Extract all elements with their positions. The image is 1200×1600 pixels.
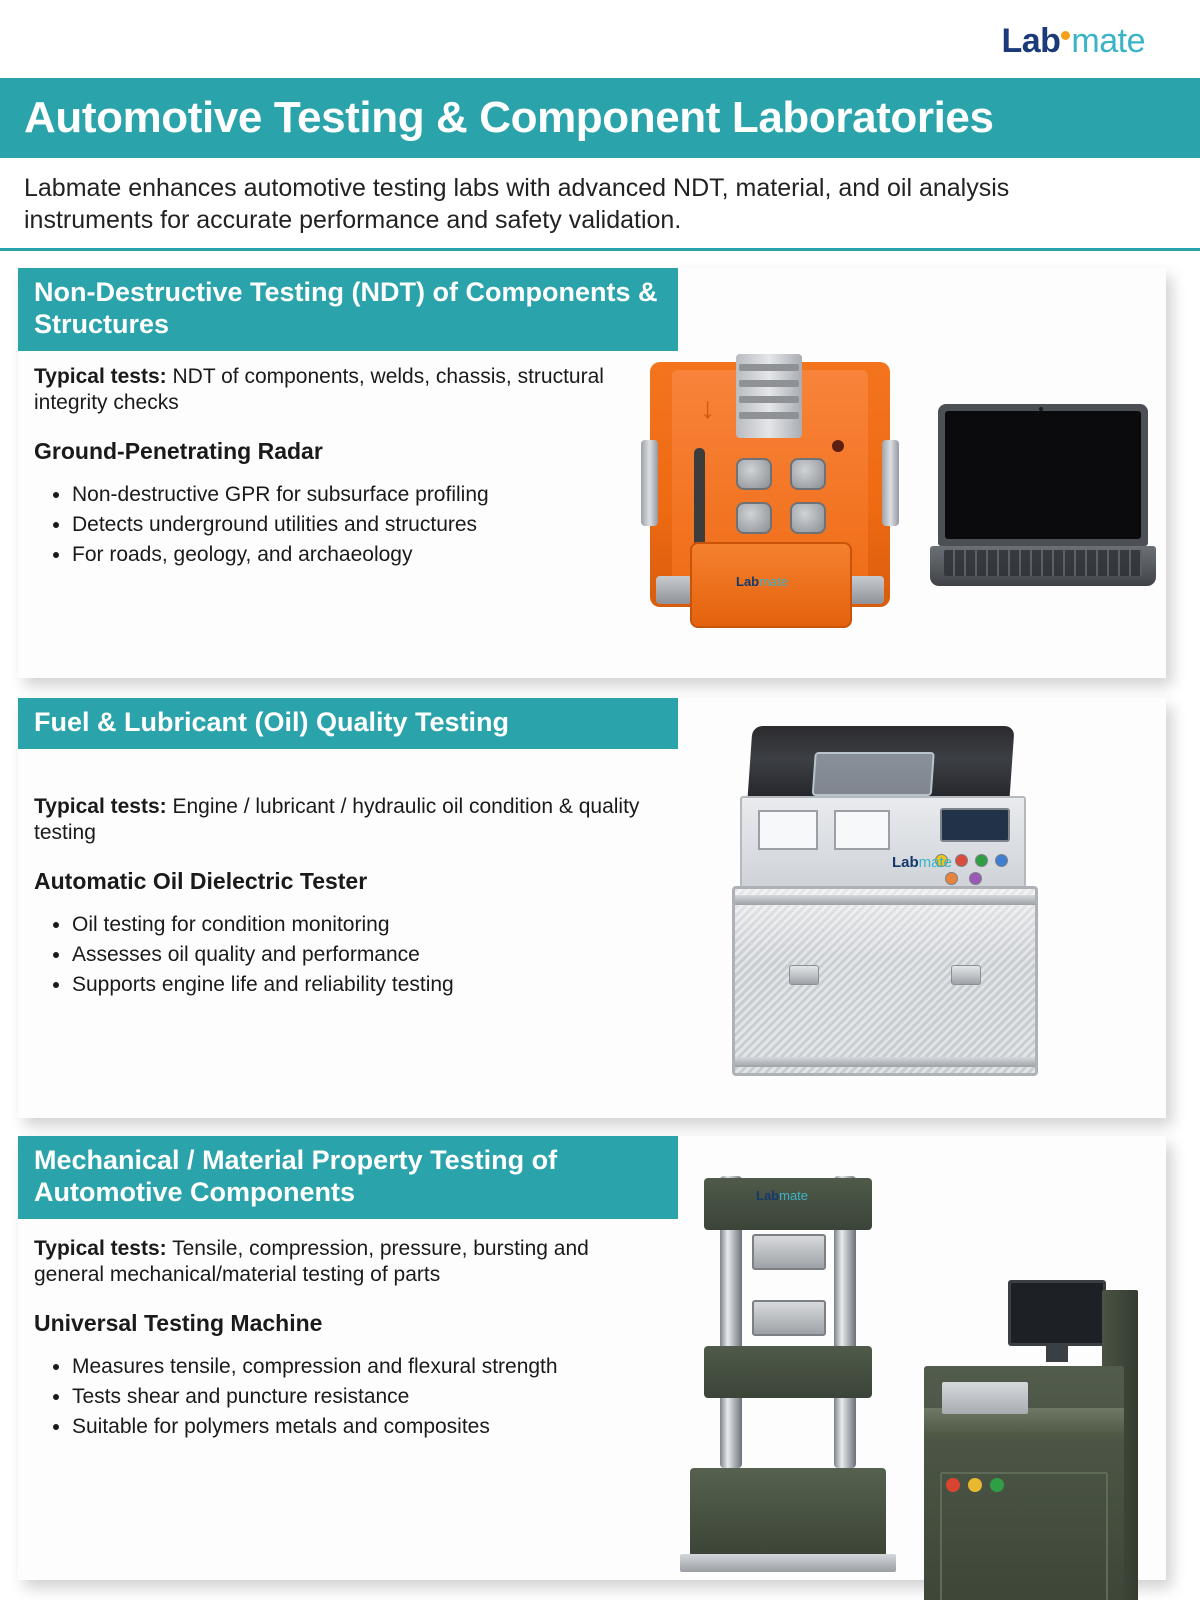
feature-list-oil xyxy=(34,911,654,999)
feature-list-ndt xyxy=(34,481,654,569)
section-body-ndt xyxy=(34,364,654,571)
section-body-mechanical xyxy=(34,1236,654,1443)
gpr-arrow-icon: ↓ xyxy=(700,392,715,425)
typical-tests-label: Typical tests: xyxy=(34,1237,167,1260)
typical-tests-text: NDT of components, welds, chassis, structural integrity checks xyxy=(34,365,604,415)
oil-tester-button-blue[interactable] xyxy=(995,854,1008,867)
typical-tests-oil xyxy=(34,794,654,846)
console-led-green[interactable] xyxy=(990,1478,1004,1492)
image-control-console xyxy=(924,1296,1154,1576)
gpr-indicator-led xyxy=(832,440,844,452)
typical-tests-text: Engine / lubricant / hydraulic oil condition & quality testing xyxy=(34,795,640,845)
oil-tester-lid xyxy=(747,726,1014,800)
list-item: • Supports engine life and reliability testing xyxy=(72,971,654,999)
oil-tester-button-purple[interactable] xyxy=(969,872,982,885)
gpr-foot-right xyxy=(848,576,884,604)
console-led-red[interactable] xyxy=(946,1478,960,1492)
typical-tests-text: Tensile, compression, pressure, bursting and general mechanical/material testing of parts xyxy=(34,1237,589,1287)
typical-tests-ndt xyxy=(34,364,654,416)
list-item: • Assesses oil quality and performance xyxy=(72,941,654,969)
logo-text-mate: mate xyxy=(1071,22,1145,60)
section-card-oil xyxy=(18,698,1166,1118)
console-cabinet xyxy=(924,1366,1124,1600)
console-led-yellow[interactable] xyxy=(968,1478,982,1492)
list-item: • Non-destructive GPR for subsurface profiling xyxy=(72,481,654,509)
gpr-battery-tray xyxy=(690,542,852,628)
gpr-handle-right xyxy=(882,440,899,526)
section-card-mechanical xyxy=(18,1136,1166,1580)
list-item: • For roads, geology, and archaeology xyxy=(72,541,654,569)
gpr-connector-4 xyxy=(790,502,826,534)
oil-tester-button-red[interactable] xyxy=(955,854,968,867)
logo-dot-icon xyxy=(1061,31,1070,40)
product-name-ndt: Ground-Penetrating Radar xyxy=(34,438,323,465)
oil-tester-case xyxy=(732,886,1038,1076)
intro-paragraph: Labmate enhances automotive testing labs with advanced NDT, material, and oil analysis instruments for accurate performance and safety validation. xyxy=(24,174,1010,234)
typical-tests-mechanical xyxy=(34,1236,654,1288)
case-latch-left[interactable] xyxy=(789,965,819,985)
case-strip-bottom xyxy=(735,1057,1035,1067)
oil-tester-button-green[interactable] xyxy=(975,854,988,867)
case-latch-right[interactable] xyxy=(951,965,981,985)
utm-floor-plate xyxy=(680,1554,896,1572)
logo-text-lab: Lab xyxy=(1001,22,1061,60)
list-item: • Tests shear and puncture resistance xyxy=(72,1383,654,1411)
utm-crosshead-top xyxy=(704,1178,872,1230)
section-body-oil xyxy=(34,794,654,1001)
list-item: • Oil testing for condition monitoring xyxy=(72,911,654,939)
oil-tester-control-panel xyxy=(740,796,1026,888)
oil-tester-button-orange[interactable] xyxy=(945,872,958,885)
title-banner xyxy=(0,78,1200,158)
list-item: • Detects underground utilities and structures xyxy=(72,511,654,539)
laptop-webcam-icon xyxy=(1039,407,1043,411)
list-item: • Measures tensile, compression and flexural strength xyxy=(72,1353,654,1381)
laptop-screen xyxy=(945,411,1141,539)
gpr-vent-slot xyxy=(694,448,705,546)
console-cabinet-door[interactable] xyxy=(940,1472,1108,1600)
typical-tests-label: Typical tests: xyxy=(34,365,167,388)
section-card-ndt xyxy=(18,268,1166,678)
gpr-connector-3 xyxy=(736,502,772,534)
utm-grip-lower xyxy=(752,1300,826,1336)
labmate-logo xyxy=(1001,22,1145,61)
oil-tester-viewing-window xyxy=(812,752,935,796)
header-divider xyxy=(0,248,1200,251)
section-heading-mechanical: Mechanical / Material Property Testing of Automotive Components xyxy=(18,1136,678,1219)
gpr-handle-left xyxy=(641,440,658,526)
laptop-base xyxy=(930,546,1156,586)
utm-grip-upper xyxy=(752,1234,826,1270)
gpr-connector-2 xyxy=(790,458,826,490)
console-monitor-stand xyxy=(1046,1346,1068,1362)
console-pc-unit xyxy=(942,1382,1028,1414)
oil-tester-label-plate-1 xyxy=(758,810,818,850)
page-title: Automotive Testing & Component Laboratories xyxy=(24,93,994,142)
gpr-top-rail xyxy=(736,354,802,438)
utm-logo: Labmate xyxy=(756,1188,809,1203)
gpr-connector-1 xyxy=(736,458,772,490)
typical-tests-label: Typical tests: xyxy=(34,795,167,818)
utm-base-frame xyxy=(690,1468,886,1560)
laptop-keyboard xyxy=(944,550,1142,576)
laptop-lid xyxy=(938,404,1148,546)
gpr-tray-logo: Labmate xyxy=(736,574,789,589)
image-universal-testing-machine xyxy=(704,1150,904,1574)
utm-crosshead-bottom xyxy=(704,1346,872,1398)
section-heading-oil: Fuel & Lubricant (Oil) Quality Testing xyxy=(18,698,678,749)
console-monitor xyxy=(1008,1280,1106,1346)
oil-tester-logo: Labmate xyxy=(892,854,953,871)
feature-list-mechanical xyxy=(34,1353,654,1441)
image-gpr-unit xyxy=(650,362,910,652)
oil-tester-display xyxy=(940,808,1010,842)
product-name-oil: Automatic Oil Dielectric Tester xyxy=(34,868,368,895)
oil-tester-label-plate-2 xyxy=(834,810,890,850)
image-laptop xyxy=(938,404,1168,604)
case-strip-top xyxy=(735,895,1035,905)
section-heading-ndt: Non-Destructive Testing (NDT) of Components & Structures xyxy=(18,268,678,351)
product-name-mechanical: Universal Testing Machine xyxy=(34,1310,323,1337)
list-item: • Suitable for polymers metals and composites xyxy=(72,1413,654,1441)
gpr-foot-left xyxy=(656,576,692,604)
image-oil-dielectric-tester xyxy=(732,726,1052,1106)
